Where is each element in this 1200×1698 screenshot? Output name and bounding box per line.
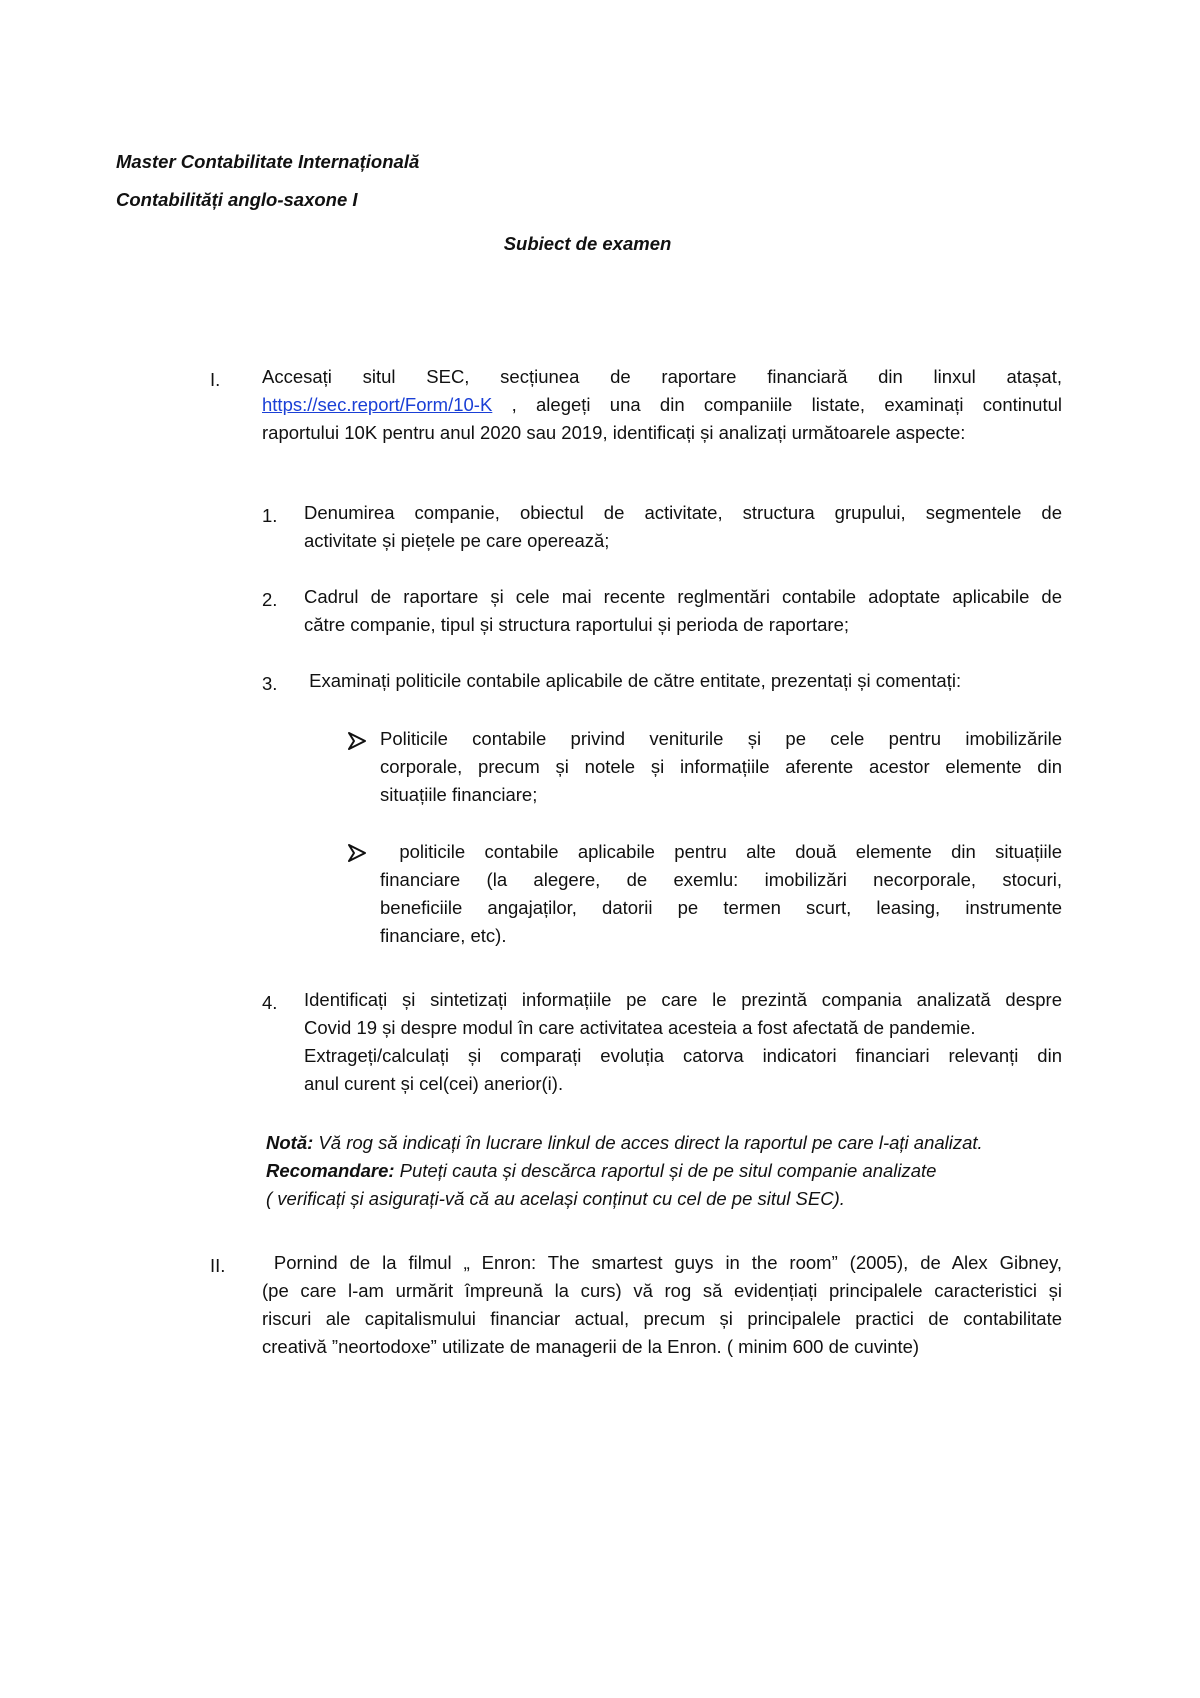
bullet-1-line-1: Politicile contabile privind veniturile și pe cele pentru imobilizările xyxy=(380,728,1062,749)
section-1-line-2 xyxy=(262,391,1062,419)
bullet-2-line-1: politicile contabile aplicabile pentru alte două elemente din situațiile xyxy=(380,841,1062,862)
section-1-line-3: raportului 10K pentru anul 2020 sau 2019, identificați și analizați următoarele aspecte: xyxy=(262,422,966,443)
section-2-line-2: (pe care l-am urmărit împreună la curs) vă rog să evidențiați principalele caracteristici și xyxy=(262,1280,1062,1301)
recommendation-label: Recomandare: xyxy=(266,1160,395,1181)
item-1-line-2: activitate și piețele pe care operează; xyxy=(304,530,610,551)
item-4-line-2: Covid 19 și despre modul în care activitatea acesteia a fost afectată de pandemie. xyxy=(304,1017,976,1038)
header-course: Contabilități anglo-saxone I xyxy=(116,189,358,210)
section-2-line-3: riscuri ale capitalismului financiar actual, precum și principalele practici de contabilitate xyxy=(262,1308,1062,1329)
item-4-line-1: Identificați și sintetizați informațiile pe care le prezintă compania analizată despre xyxy=(304,989,1062,1010)
item-4-line-4: anul curent și cel(cei) anerior(i). xyxy=(304,1073,564,1094)
recommendation-line xyxy=(266,1157,1086,1185)
section-1-line-1: Accesați situl SEC, secțiunea de raportare financiară din linxul atașat, xyxy=(262,366,1062,387)
note-label: Notă: xyxy=(266,1132,314,1153)
note-text: Vă rog să indicați în lucrare linkul de acces direct la raportul pe care l-ați analizat. xyxy=(313,1132,983,1153)
section-1-numeral: I. xyxy=(210,369,221,390)
header-program: Master Contabilitate Internațională xyxy=(116,151,420,172)
item-4-line-3: Extrageți/calculați și comparați evoluția catorva indicatori financiari relevanți din xyxy=(304,1045,1062,1066)
section-2-line-4: creativă ”neortodoxe” utilizate de managerii de la Enron. ( minim 600 de cuvinte) xyxy=(262,1336,920,1357)
bullet-1-line-2: corporale, precum și notele și informațiile aferente acestor elemente din xyxy=(380,756,1062,777)
arrow-bullet-icon xyxy=(346,730,368,752)
item-1-number: 1. xyxy=(262,505,278,526)
bullet-2-line-4: financiare, etc). xyxy=(380,925,507,946)
item-3-text xyxy=(304,667,1062,695)
bullet-2-text xyxy=(380,838,1062,950)
item-3-number: 3. xyxy=(262,673,278,694)
item-2-line-1: Cadrul de raportare și cele mai recente reglmentări contabile adoptate aplicabile de xyxy=(304,586,1062,607)
item-2-line-2: către companie, tipul și structura raportului și perioda de raportare; xyxy=(304,614,849,635)
section-2-text xyxy=(262,1249,1062,1361)
recommendation-line-2: ( verificați și asigurați-vă că au același conținut cu cel de pe situl SEC). xyxy=(266,1188,845,1209)
document-header xyxy=(116,148,419,224)
exam-subtitle: Subiect de examen xyxy=(503,233,672,254)
section-2-line-1: Pornind de la filmul „ Enron: The smartest guys in the room” (2005), de Alex Gibney, xyxy=(262,1252,1062,1273)
recommendation-text: Puteți cauta și descărca raportul și de pe situl companie analizate xyxy=(394,1160,937,1181)
bullet-2-line-3: beneficiile angajaților, datorii pe termen scurt, leasing, instrumente xyxy=(380,897,1062,918)
item-2-number: 2. xyxy=(262,589,278,610)
bullet-2-line-2: financiare (la alegere, de exemlu: imobilizări necorporale, stocuri, xyxy=(380,869,1062,890)
note-line xyxy=(266,1129,1086,1157)
section-2-numeral: II. xyxy=(210,1255,226,1276)
bullet-1-text xyxy=(380,725,1062,809)
sec-report-link[interactable]: https://sec.report/Form/10-K xyxy=(262,394,493,415)
section-1-line-2-rest: , alegeți una din companiile listate, examinați continutul xyxy=(492,394,1062,415)
item-4-number: 4. xyxy=(262,992,278,1013)
item-2-text xyxy=(304,583,1062,639)
item-1-text xyxy=(304,499,1062,555)
item-4-text xyxy=(304,986,1062,1098)
note-block xyxy=(266,1129,1086,1213)
item-1-line-1: Denumirea companie, obiectul de activitate, structura grupului, segmentele de xyxy=(304,502,1062,523)
section-1-intro xyxy=(262,363,1062,447)
item-3-line-1: Examinați politicile contabile aplicabile de către entitate, prezentați și comentați: xyxy=(304,670,962,691)
bullet-1-line-3: situațiile financiare; xyxy=(380,784,538,805)
arrow-bullet-icon xyxy=(346,842,368,864)
